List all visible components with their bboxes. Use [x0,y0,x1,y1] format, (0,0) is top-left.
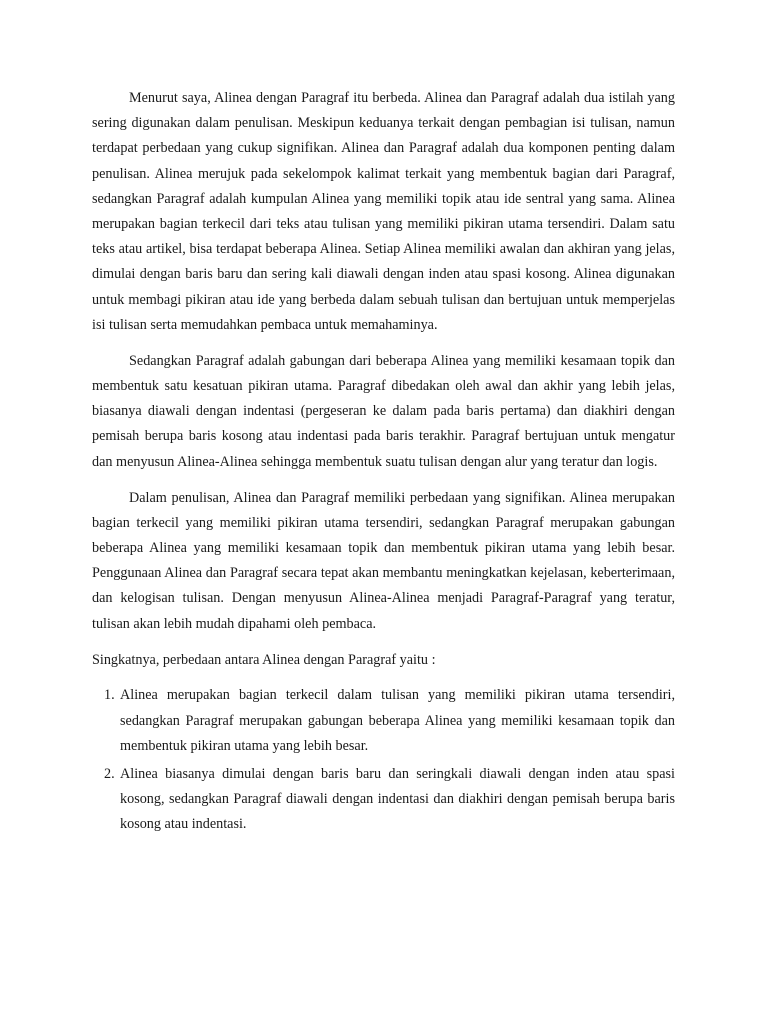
list-item-text: Alinea biasanya dimulai dengan baris baru dan seringkali diawali dengan inden atau spasi kosong, sedangkan Paragraf diawali dengan indentasi dan diakhiri dengan pemisah berupa baris kosong atau indentasi. [120,765,675,833]
list-item [104,762,675,838]
list-item-number: 2. [104,765,115,782]
differences-list [92,683,675,837]
list-item-text: Alinea merupakan bagian terkecil dalam tulisan yang memiliki pikiran utama tersendiri, sedangkan Paragraf merupakan gabungan beberapa Alinea yang memiliki kesamaan topik dan membentuk pikiran utama yang lebih besar. [120,687,675,754]
paragraph-paragraf-definition: Sedangkan Paragraf adalah gabungan dari beberapa Alinea yang memiliki kesamaan topik dan membentuk satu kesatuan pikiran utama. Paragraf dibedakan oleh awal dan akhir yang lebih jelas, biasanya diawali dengan indentasi (pergeseran ke dalam pada baris pertama) dan diakhiri dengan pemisah berupa baris kosong atau indentasi pada baris terakhir. Paragraf bertujuan untuk mengatur dan menyusun Alinea-Alinea sehingga membentuk suatu tulisan dengan alur yang teratur dan logis. [92,352,675,470]
paragraph-comparison: Dalam penulisan, Alinea dan Paragraf memiliki perbedaan yang signifikan. Alinea merupakan bagian terkecil yang memiliki pikiran utama tersendiri, sedangkan Paragraf merupakan gabungan beberapa Alinea yang memiliki kesamaan topik dan membentuk pikiran utama yang lebih besar. Penggunaan Alinea dan Paragraf secara tepat akan membantu meningkatkan kejelasan, keberterimaan, dan kelogisan tulisan. Dengan menyusun Alinea-Alinea menjadi Paragraf-Paragraf yang teratur, tulisan akan lebih mudah dipahami oleh pembaca. [92,489,675,632]
list-item [104,683,675,759]
document-page [92,86,675,841]
summary-intro: Singkatnya, perbedaan antara Alinea dengan Paragraf yaitu : [92,651,436,668]
list-item-number: 1. [104,687,115,704]
paragraph-alinea-definition: Menurut saya, Alinea dengan Paragraf itu berbeda. Alinea dan Paragraf adalah dua istilah yang sering digunakan dalam penulisan. Meskipun keduanya terkait dengan pembagian isi tulisan, namun terdapat perbedaan yang cukup signifikan. Alinea dan Paragraf adalah dua komponen penting dalam penulisan. Alinea merujuk pada sekelompok kalimat terkait yang membentuk bagian dari Paragraf, sedangkan Paragraf adalah kumpulan Alinea yang memiliki topik atau ide sentral yang sama. Alinea merupakan bagian terkecil dari teks atau tulisan yang memiliki pikiran utama tersendiri. Dalam satu teks atau artikel, bisa terdapat beberapa Alinea. Setiap Alinea memiliki awalan dan akhiran yang jelas, dimulai dengan baris baru dan sering kali diawali dengan inden atau spasi kosong. Alinea digunakan untuk membagi pikiran atau ide yang berbeda dalam sebuah tulisan dan bertujuan untuk memperjelas isi tulisan serta memudahkan pembaca untuk memahaminya. [92,90,675,333]
